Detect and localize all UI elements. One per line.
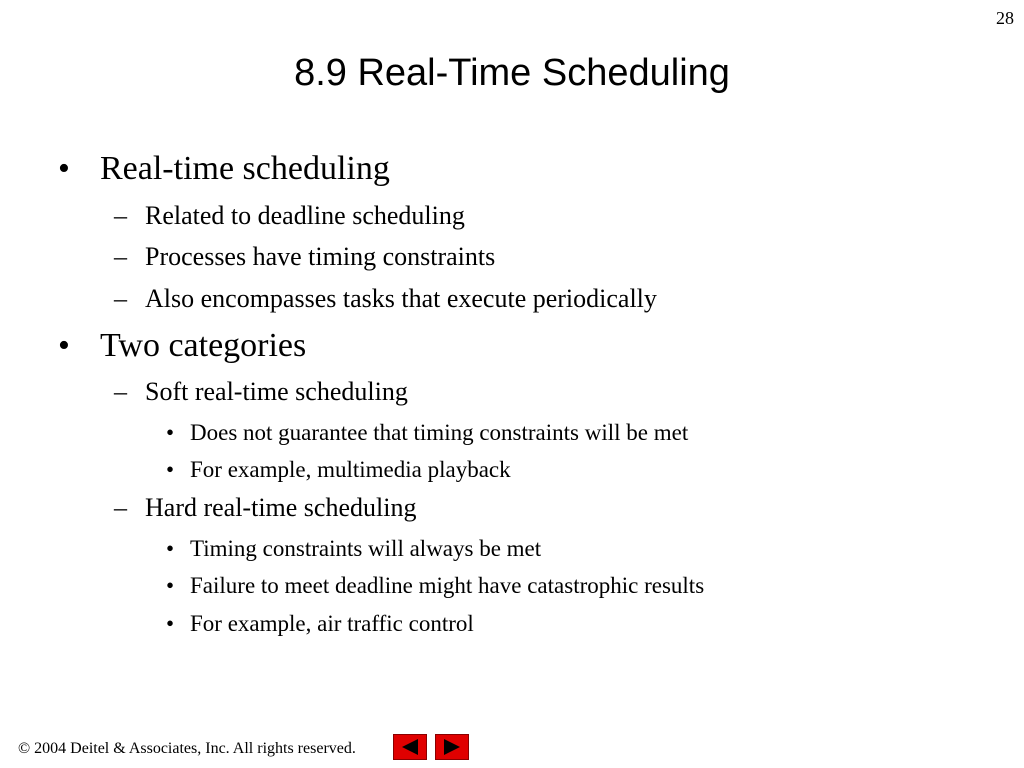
bullet-marker: • — [58, 150, 70, 187]
right-arrow-icon — [444, 739, 460, 755]
bullet-marker: • — [58, 327, 70, 364]
sub-sub-bullet-item — [166, 611, 474, 637]
previous-slide-button[interactable] — [393, 734, 427, 760]
bullet-text: Two categories — [100, 327, 307, 364]
sub-bullet-text: Soft real-time scheduling — [145, 377, 408, 406]
sub-bullet-item — [114, 377, 408, 407]
bullet-item — [58, 327, 306, 365]
bullet-marker: • — [166, 611, 175, 636]
sub-sub-bullet-text: Failure to meet deadline might have catastrophic results — [190, 573, 705, 598]
sub-bullet-item — [114, 201, 465, 231]
dash-marker: – — [114, 242, 127, 271]
bullet-marker: • — [166, 573, 175, 598]
sub-bullet-text: Hard real-time scheduling — [145, 493, 417, 522]
sub-sub-bullet-text: For example, multimedia playback — [190, 457, 511, 482]
sub-bullet-item — [114, 284, 657, 314]
slide-title: 8.9 Real-Time Scheduling — [294, 52, 730, 94]
sub-bullet-item — [114, 493, 416, 523]
bullet-marker: • — [166, 420, 175, 445]
sub-bullet-text: Also encompasses tasks that execute periodically — [145, 284, 657, 313]
bullet-marker: • — [166, 457, 175, 482]
copyright-text: 2004 Deitel & Associates, Inc. All rights reserved. — [30, 740, 356, 757]
dash-marker: – — [114, 201, 127, 230]
sub-bullet-text: Related to deadline scheduling — [145, 201, 465, 230]
dash-marker: – — [114, 377, 127, 406]
sub-bullet-text: Processes have timing constraints — [145, 242, 496, 271]
sub-sub-bullet-text: Timing constraints will always be met — [190, 536, 542, 561]
copyright-symbol: © — [18, 740, 31, 757]
sub-sub-bullet-item — [166, 573, 704, 599]
dash-marker: – — [114, 284, 127, 313]
bullet-marker: • — [166, 536, 175, 561]
sub-sub-bullet-item — [166, 457, 511, 483]
sub-sub-bullet-text: Does not guarantee that timing constraints will be met — [190, 420, 689, 445]
sub-sub-bullet-text: For example, air traffic control — [190, 611, 474, 636]
sub-bullet-item — [114, 242, 495, 272]
page-number: 28 — [996, 8, 1014, 28]
dash-marker: – — [114, 493, 127, 522]
sub-sub-bullet-item — [166, 420, 688, 446]
next-slide-button[interactable] — [435, 734, 469, 760]
bullet-text: Real-time scheduling — [100, 150, 390, 187]
bullet-item — [58, 150, 390, 188]
copyright-footer — [18, 740, 356, 758]
sub-sub-bullet-item — [166, 536, 541, 562]
left-arrow-icon — [402, 739, 418, 755]
